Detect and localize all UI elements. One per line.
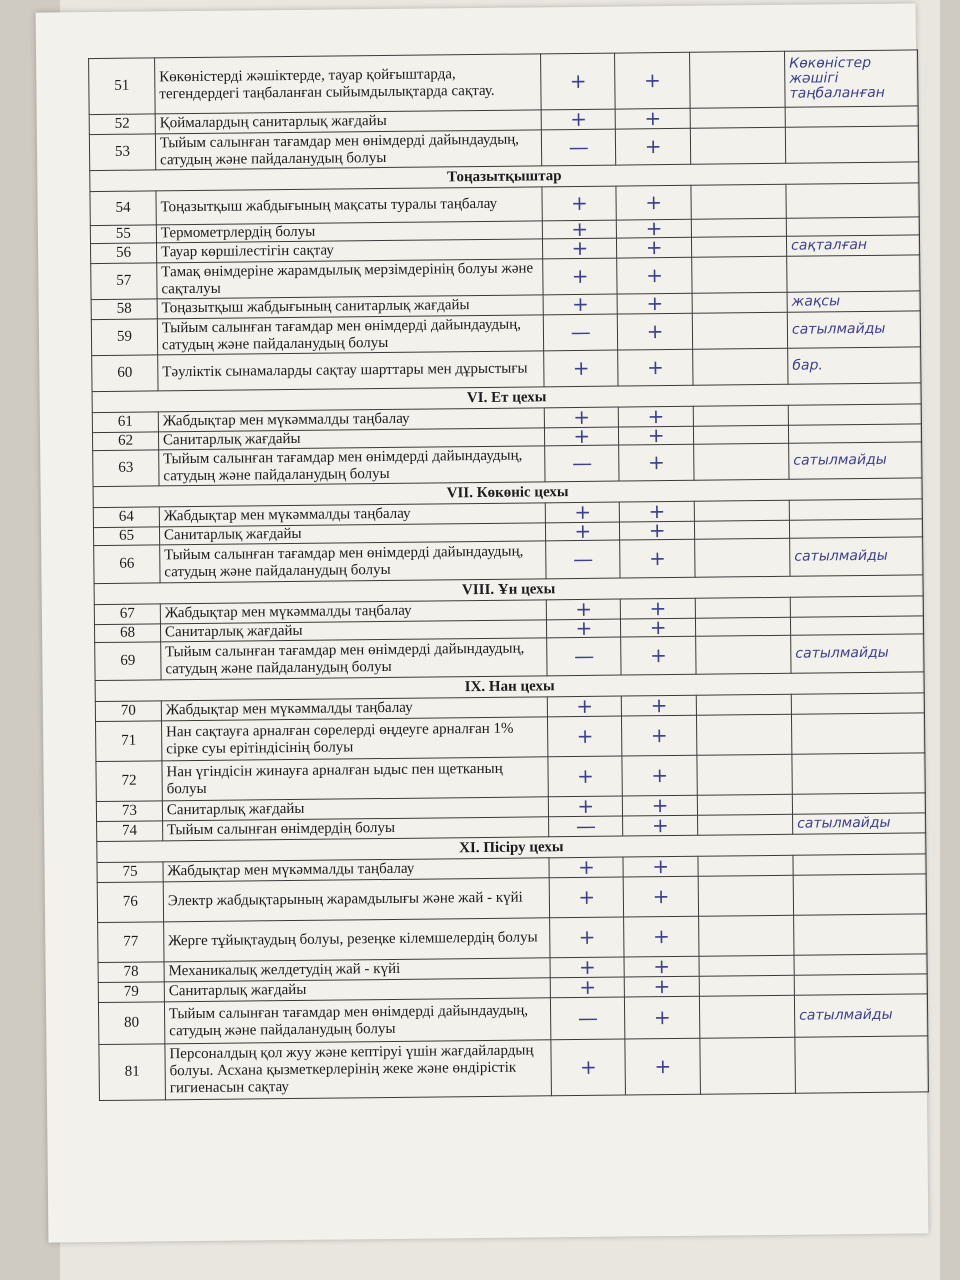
requirement-text: Механикалық желдетудің жай - күйі [164, 958, 550, 982]
handwritten-note [793, 854, 926, 875]
empty-cell [698, 875, 794, 916]
table-row [99, 1036, 929, 1101]
mark-column-2: + [618, 293, 693, 314]
row-number: 79 [98, 982, 164, 1003]
empty-cell [697, 794, 792, 815]
empty-cell [699, 955, 794, 976]
mark-column-2: + [622, 755, 697, 796]
empty-cell [690, 127, 786, 164]
requirement-text: Жабдықтар мен мүкәммалды таңбалау [160, 600, 546, 624]
empty-cell [694, 520, 789, 539]
row-number: 81 [99, 1044, 166, 1101]
empty-cell [699, 995, 795, 1038]
requirement-text: Тыйым салынған тағамдар мен өнімдерді дайындаудың, сатудың және пайдаланудың болуы [155, 130, 542, 170]
mark-column-1: + [547, 619, 621, 638]
mark-column-2: + [624, 916, 699, 957]
handwritten-note [791, 616, 924, 635]
requirement-text: Тыйым салынған тағамдар мен өнімдерді дайындаудың, сатудың және пайдаланудың болуы [164, 998, 551, 1044]
row-number: 54 [90, 191, 156, 226]
requirement-text: Тыйым салынған тағамдар мен өнімдерді дайындаудың, сатудың және пайдаланудың болуы [160, 541, 547, 583]
mark-column-2: + [623, 795, 698, 816]
handwritten-note: жақсы [787, 291, 920, 312]
requirement-text: Тәуліктік сынамаларды сақтау шарттары мен дұрыстығы [158, 351, 545, 391]
requirement-text: Тоңазытқыш жабдығының мақсаты туралы таңбалау [156, 187, 543, 225]
mark-column-1: + [549, 877, 624, 918]
row-number: 64 [93, 507, 159, 528]
mark-column-1: + [548, 756, 623, 797]
mark-column-2: + [616, 185, 691, 220]
mark-column-2: + [622, 715, 697, 756]
empty-cell [697, 814, 792, 835]
handwritten-note [792, 713, 925, 754]
mark-column-2: + [618, 349, 693, 386]
mark-column-2: + [619, 426, 693, 445]
requirement-text: Электр жабдықтарының жарамдылығы және жай - күйі [163, 878, 550, 922]
mark-column-2: + [615, 52, 690, 109]
row-number: 69 [95, 642, 161, 681]
handwritten-note [785, 106, 918, 127]
handwritten-note: сатылмайды [793, 813, 926, 834]
handwritten-note: сақталған [787, 235, 920, 256]
handwritten-note [792, 793, 925, 814]
mark-column-1: — [546, 540, 621, 579]
mark-column-1: + [548, 716, 623, 757]
section-title: Тоңазытқыштар [90, 162, 919, 192]
mark-column-1: + [545, 427, 619, 446]
mark-column-2: + [620, 539, 695, 578]
row-number: 71 [96, 721, 162, 762]
handwritten-note: сатылмайды [789, 442, 922, 479]
empty-cell [693, 405, 788, 426]
row-number: 70 [95, 701, 161, 722]
handwritten-note: Көкөністер жәшігі таңбаланған [785, 50, 919, 107]
row-number: 52 [89, 114, 155, 135]
table-row [89, 50, 919, 115]
mark-column-2: + [616, 128, 691, 165]
mark-column-2: + [623, 856, 698, 877]
row-number: 51 [89, 58, 156, 115]
requirement-text: Тыйым салынған тағамдар мен өнімдерді дайындаудың, сатудың және пайдаланудың болуы [157, 315, 544, 355]
mark-column-1: + [548, 796, 623, 817]
row-number: 73 [96, 801, 162, 822]
mark-column-1: + [546, 599, 621, 620]
handwritten-note [787, 255, 920, 292]
mark-column-2: + [625, 976, 700, 997]
row-number: 68 [94, 624, 160, 643]
mark-column-2: + [624, 876, 699, 917]
empty-cell [697, 754, 793, 795]
handwritten-note [785, 126, 918, 163]
mark-column-2: + [623, 815, 698, 836]
mark-column-1: + [551, 1039, 626, 1096]
row-number: 58 [91, 299, 157, 320]
empty-cell [692, 312, 788, 349]
handwritten-note: сатылмайды [794, 994, 927, 1037]
mark-column-2: + [618, 313, 693, 350]
row-number: 72 [96, 761, 162, 802]
row-number: 76 [97, 882, 163, 923]
requirement-text: Санитарлық жағдайы [162, 797, 548, 821]
mark-column-1: + [547, 696, 622, 717]
handwritten-note [794, 954, 927, 975]
empty-cell [694, 538, 790, 577]
mark-column-1: + [543, 258, 618, 295]
mark-column-1: + [541, 53, 616, 110]
mark-column-1: + [550, 917, 625, 958]
handwritten-note [788, 404, 921, 425]
mark-column-2: + [625, 1038, 700, 1095]
row-number: 65 [93, 527, 159, 546]
empty-cell [695, 635, 791, 674]
handwritten-note [794, 974, 927, 995]
section-title: XI. Пісіру цехы [97, 833, 926, 863]
empty-cell [692, 348, 788, 385]
empty-cell [694, 500, 789, 521]
document-page [36, 3, 929, 1242]
handwritten-note: сатылмайды [790, 537, 923, 576]
empty-cell [691, 184, 787, 219]
row-number: 66 [94, 545, 160, 584]
requirement-text: Нан сақтауға арналған сөрелерді өңдеуге арналған 1% сірке суы ерітіндісінің болуы [161, 717, 548, 761]
empty-cell [695, 597, 790, 618]
handwritten-note [789, 499, 922, 520]
mark-column-2: + [616, 108, 691, 129]
requirement-text: Жабдықтар мен мүкәммалды таңбалау [161, 697, 547, 721]
requirement-text: Көкөністерді жәшіктерде, тауар қойғыштарда, тегендердегі таңбаланған сыйымдылықтарда сақтау. [155, 54, 542, 114]
handwritten-note [790, 596, 923, 617]
handwritten-note: бар. [788, 347, 921, 384]
section-title: VIII. Ұн цехы [94, 575, 923, 605]
row-number: 67 [94, 604, 160, 625]
mark-column-2: + [621, 618, 695, 637]
mark-column-1: + [543, 294, 618, 315]
row-number: 75 [97, 862, 163, 883]
mark-column-2: + [617, 257, 692, 294]
mark-column-2: + [619, 406, 694, 427]
requirement-text: Санитарлық жағдайы [160, 620, 546, 642]
mark-column-2: + [620, 521, 694, 540]
empty-cell [689, 51, 785, 108]
row-number: 60 [92, 355, 158, 392]
empty-cell [691, 256, 787, 293]
mark-column-2: + [624, 956, 699, 977]
handwritten-note [789, 519, 922, 538]
mark-column-2: + [620, 501, 695, 522]
handwritten-note: сатылмайды [791, 634, 924, 673]
row-number: 59 [91, 319, 157, 356]
mark-column-2: + [621, 636, 696, 675]
empty-cell [690, 107, 785, 128]
requirement-text: Санитарлық жағдайы [164, 978, 550, 1002]
mark-column-2: + [621, 598, 696, 619]
empty-cell [698, 855, 793, 876]
mark-column-1: + [541, 109, 616, 130]
requirement-text: Тыйым салынған өнімдердің болуы [162, 817, 548, 841]
requirement-text: Тамақ өнімдеріне жарамдылық мерзімдерінің болуы және сақталуы [157, 259, 544, 299]
empty-cell [691, 218, 786, 237]
row-number: 62 [92, 432, 158, 451]
handwritten-note [786, 183, 919, 218]
handwritten-note [786, 217, 919, 236]
empty-cell [693, 425, 788, 444]
requirement-text: Қоймалардың санитарлық жағдайы [155, 110, 541, 134]
mark-column-1: — [545, 445, 620, 482]
handwritten-note: сатылмайды [787, 311, 920, 348]
section-title: VI. Ет цехы [92, 383, 921, 413]
row-number: 61 [92, 412, 158, 433]
mark-column-1: + [544, 350, 619, 387]
requirement-text: Санитарлық жағдайы [159, 523, 545, 545]
empty-cell [693, 443, 789, 480]
handwritten-note [788, 424, 921, 443]
empty-cell [691, 236, 786, 257]
inspection-table [88, 49, 929, 1101]
mark-column-1: + [545, 502, 620, 523]
row-number: 78 [98, 962, 164, 983]
handwritten-note [791, 693, 924, 714]
mark-column-1: + [549, 857, 624, 878]
row-number: 63 [93, 450, 159, 487]
empty-cell [696, 694, 791, 715]
section-title: VII. Көкөніс цехы [93, 478, 922, 508]
mark-column-1: — [551, 997, 626, 1040]
empty-cell [695, 617, 790, 636]
empty-cell [698, 915, 794, 956]
mark-column-1: + [543, 238, 618, 259]
row-number: 53 [89, 134, 155, 171]
empty-cell [700, 1037, 796, 1094]
requirement-text: Персоналдың қол жуу және кептіруі үшін жағдайлардың болуы. Асхана қызметкерлерінің жеке және өндірістік гигиенасын сақтау [165, 1040, 552, 1100]
mark-column-1: — [542, 129, 617, 166]
empty-cell [692, 292, 787, 313]
requirement-text: Тыйым салынған тағамдар мен өнімдерді дайындаудың, сатудың және пайдаланудың болуы [161, 638, 548, 680]
requirement-text: Тауар көршілестігін сақтау [156, 239, 542, 263]
requirement-text: Жерге тұйықтаудың болуы, резеңке кілемшелердің болуы [164, 918, 551, 962]
mark-column-2: + [622, 695, 697, 716]
requirement-text: Жабдықтар мен мүкәммалды таңбалау [159, 503, 545, 527]
mark-column-1: + [550, 957, 625, 978]
empty-cell [696, 714, 792, 755]
requirement-text: Жабдықтар мен мүкәммалды таңбалау [158, 408, 544, 432]
handwritten-note [795, 1036, 929, 1093]
mark-column-2: + [617, 219, 691, 238]
requirement-text: Нан үгіндісін жинауға арналған ыдыс пен щетканың болуы [162, 757, 549, 801]
row-number: 80 [98, 1002, 164, 1045]
requirement-text: Тыйым салынған тағамдар мен өнімдерді дайындаудың, сатудың және пайдаланудың болуы [159, 446, 546, 486]
mark-column-1: — [549, 816, 624, 837]
mark-column-1: + [542, 186, 617, 221]
handwritten-note [792, 753, 925, 794]
row-number: 74 [97, 821, 163, 842]
mark-column-1: + [542, 220, 616, 239]
section-title: IX. Нан цехы [95, 672, 924, 702]
mark-column-2: + [625, 996, 700, 1039]
mark-column-1: — [547, 637, 622, 676]
requirement-text: Термометрлердің болуы [156, 221, 542, 243]
handwritten-note [794, 914, 927, 955]
mark-column-1: + [546, 522, 620, 541]
mark-column-2: + [617, 237, 692, 258]
mark-column-1: + [550, 977, 625, 998]
row-number: 77 [98, 922, 164, 963]
row-number: 56 [91, 243, 157, 264]
handwritten-note [793, 874, 926, 915]
mark-column-1: — [543, 314, 618, 351]
mark-column-1: + [544, 407, 619, 428]
requirement-text: Жабдықтар мен мүкәммалды таңбалау [163, 858, 549, 882]
row-number: 57 [91, 263, 157, 300]
empty-cell [699, 975, 794, 996]
requirement-text: Тоңазытқыш жабдығының санитарлық жағдайы [157, 295, 543, 319]
row-number: 55 [90, 225, 156, 244]
requirement-text: Санитарлық жағдайы [158, 428, 544, 450]
mark-column-2: + [619, 444, 694, 481]
